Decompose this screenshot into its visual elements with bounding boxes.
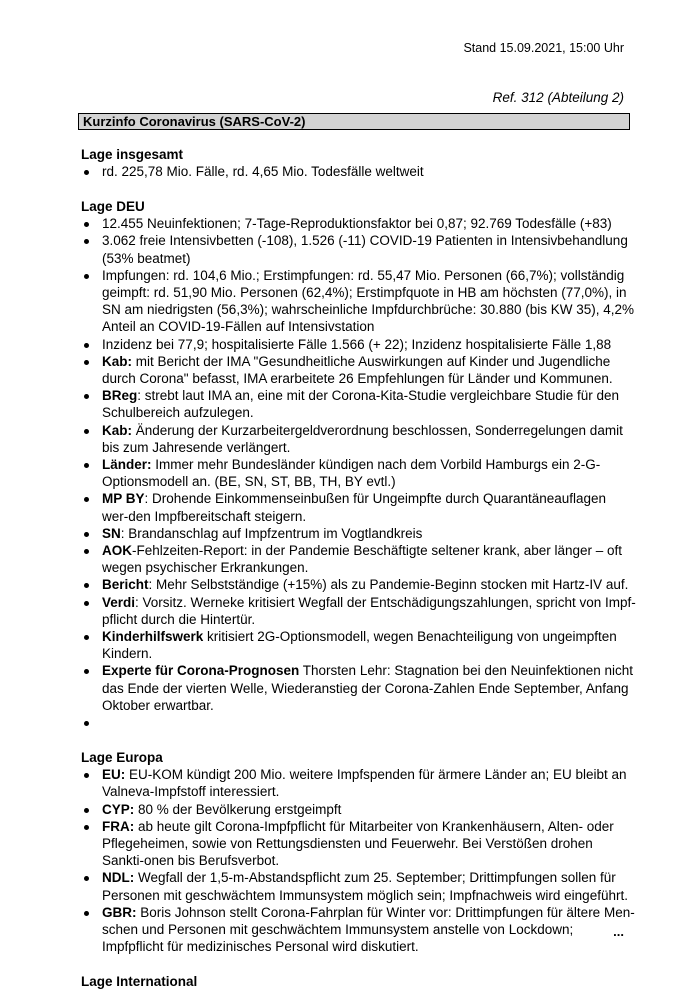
bullet-label: NDL: xyxy=(102,870,135,886)
bullet-item xyxy=(81,594,636,628)
section-heading: Lage International xyxy=(81,974,198,990)
bullet-item xyxy=(81,422,636,456)
bullet-label: Bericht xyxy=(102,577,149,593)
bullet-label: CYP: xyxy=(102,801,135,817)
bullet-text: EU-KOM kündigt 200 Mio. weitere Impfspenden für ärmere Länder an; EU bleibt an Valneva-Impfstoff interessiert. xyxy=(102,767,627,800)
bullet-text: : Drohende Einkommenseinbußen für Ungeimpfte durch Quarantäneauflagen wer-den Impfbereitschaft steigern. xyxy=(102,491,607,524)
section-heading: Lage insgesamt xyxy=(81,147,184,162)
section-heading: Lage DEU xyxy=(81,199,145,215)
bullet-item xyxy=(81,869,636,903)
bullet-list xyxy=(81,215,636,731)
bullet-text: : Mehr Selbstständige (+15%) als zu Pandemie-Beginn stocken mit Hartz-IV auf. xyxy=(148,577,629,593)
bullet-text: rd. 225,78 Mio. Fälle, rd. 4,65 Mio. Todesfälle weltweit xyxy=(102,164,424,179)
bullet-item xyxy=(81,576,636,593)
bullet-text: Änderung der Kurzarbeitergeldverordnung beschlossen, Sonderregelungen damit bis zum Jahresende verlängert. xyxy=(102,422,623,455)
section-lage-deu xyxy=(81,198,636,731)
bullet-item xyxy=(81,542,636,576)
bullet-label: Kinderhilfswerk xyxy=(102,629,204,645)
bullet-text: Immer mehr Bundesländer kündigen nach dem Vorbild Hamburgs ein 2-G-Optionsmodell an. (BE, SN, ST, BB, TH, BY evtl.) xyxy=(102,457,601,490)
bullet-list xyxy=(81,163,636,180)
bullet-item xyxy=(81,232,636,266)
bullet-text: : Brandanschlag auf Impfzentrum im Vogtlandkreis xyxy=(120,525,423,541)
bullet-label: AOK xyxy=(102,543,132,559)
bullet-item xyxy=(81,267,636,336)
bullet-list xyxy=(81,766,636,955)
bullet-text: 3.062 freie Intensivbetten (-108), 1.526 (-11) COVID-19 Patienten in Intensivbehandlung (53% beatmet) xyxy=(102,233,628,266)
bullet-label: Länder: xyxy=(102,457,152,473)
document-title: Kurzinfo Coronavirus (SARS-CoV-2) xyxy=(83,114,306,129)
bullet-text: -Fehlzeiten-Report: in der Pandemie Beschäftigte seltener krank, aber länger – oft wegen psychischer Erkrankungen. xyxy=(102,543,623,576)
section-heading: Lage Europa xyxy=(81,750,163,766)
bullet-label: Kab: xyxy=(102,353,132,369)
bullet-label: BReg xyxy=(102,388,138,404)
reference-number: Ref. 312 (Abteilung 2) xyxy=(492,90,624,105)
section-lage-europa xyxy=(81,749,636,955)
document-body xyxy=(81,146,636,1008)
document-date: Stand 15.09.2021, 15:00 Uhr xyxy=(463,41,624,55)
bullet-label: FRA: xyxy=(102,818,135,834)
bullet-item xyxy=(81,525,636,542)
continuation-marker: ... xyxy=(613,924,624,939)
bullet-text: kritisiert 2G-Optionsmodell, wegen Benachteiligung von ungeimpften Kindern. xyxy=(102,629,617,662)
bullet-label: EU: xyxy=(102,767,126,783)
bullet-item xyxy=(81,904,636,956)
section-lage-international xyxy=(81,973,636,990)
section-lage-insgesamt xyxy=(81,146,636,180)
bullet-item xyxy=(81,766,636,800)
bullet-label: Verdi xyxy=(102,594,136,610)
bullet-label: Kab: xyxy=(102,422,132,438)
bullet-item xyxy=(81,490,636,524)
bullet-item xyxy=(81,353,636,387)
bullet-item xyxy=(81,456,636,490)
bullet-item xyxy=(81,714,636,731)
bullet-text: 12.455 Neuinfektionen; 7-Tage-Reproduktionsfaktor bei 0,87; 92.769 Todesfälle (+83) xyxy=(102,216,612,232)
bullet-text: Inzidenz bei 77,9; hospitalisierte Fälle 1.566 (+ 22); Inzidenz hospitalisierte Fälle 1,88 xyxy=(102,336,612,352)
bullet-item xyxy=(81,818,636,870)
bullet-text: Boris Johnson stellt Corona-Fahrplan für Winter vor: Drittimpfungen für ältere Men-schen und Personen mit geschwächtem Immunsystem anstelle von Lockdown; Impfpflicht für medizinisches Personal wird diskutiert. xyxy=(102,904,635,955)
bullet-item xyxy=(81,662,636,714)
bullet-item xyxy=(81,163,636,180)
bullet-label: Experte für Corona-Prognosen xyxy=(102,663,300,679)
bullet-label: MP BY xyxy=(102,491,145,507)
bullet-text: ab heute gilt Corona-Impfpflicht für Mitarbeiter von Krankenhäusern, Alten- oder Pflegeheimen, sowie von Rettungsdiensten und Feuerwehr. Bei Verstößen drohen Sankti-onen bis Berufsverbot. xyxy=(102,818,614,869)
bullet-item xyxy=(81,801,636,818)
bullet-label: GBR: xyxy=(102,904,137,920)
bullet-item xyxy=(81,215,636,232)
bullet-text: : strebt laut IMA an, eine mit der Corona-Kita-Studie vergleichbare Studie für den Schulbereich aufzulegen. xyxy=(102,388,620,421)
bullet-text: 80 % der Bevölkerung erstgeimpft xyxy=(134,801,342,817)
bullet-label: SN xyxy=(102,525,121,541)
bullet-item xyxy=(81,336,636,353)
bullet-text: Thorsten Lehr: Stagnation bei den Neuinfektionen nicht das Ende der vierten Welle, Wiederanstieg der Corona-Zahlen Ende September, Anfang Oktober erwartbar. xyxy=(102,663,634,713)
bullet-item xyxy=(81,628,636,662)
bullet-text: mit Bericht der IMA "Gesundheitliche Auswirkungen auf Kinder und Jugendliche durch Corona" befasst, IMA erarbeitete 26 Empfehlungen für Länder und Kommunen. xyxy=(102,353,613,387)
bullet-item xyxy=(81,387,636,421)
bullet-text: Impfungen: rd. 104,6 Mio.; Erstimpfungen: rd. 55,47 Mio. Personen (66,7%); vollständig geimpft: rd. 51,90 Mio. Personen (62,4%); Erstimpfquote in HB am höchsten (77,0%), in SN am niedrigsten (56,3%); wahrscheinliche Impfdurchbrüche: 30.880 (bis KW 35), 4,2% Anteil an COVID-19-Fällen auf Intensivstation xyxy=(102,267,635,335)
bullet-text: : Vorsitz. Werneke kritisiert Wegfall der Entschädigungszahlungen, spricht von Impf-pflicht durch die Hintertür. xyxy=(102,594,636,627)
bullet-text: Wegfall der 1,5-m-Abstandspflicht zum 25. September; Drittimpfungen sollen für Personen mit geschwächtem Immunsystem möglich sein; Impfnachweis wird eingeführt. xyxy=(102,870,628,903)
document-title-box xyxy=(78,113,630,130)
